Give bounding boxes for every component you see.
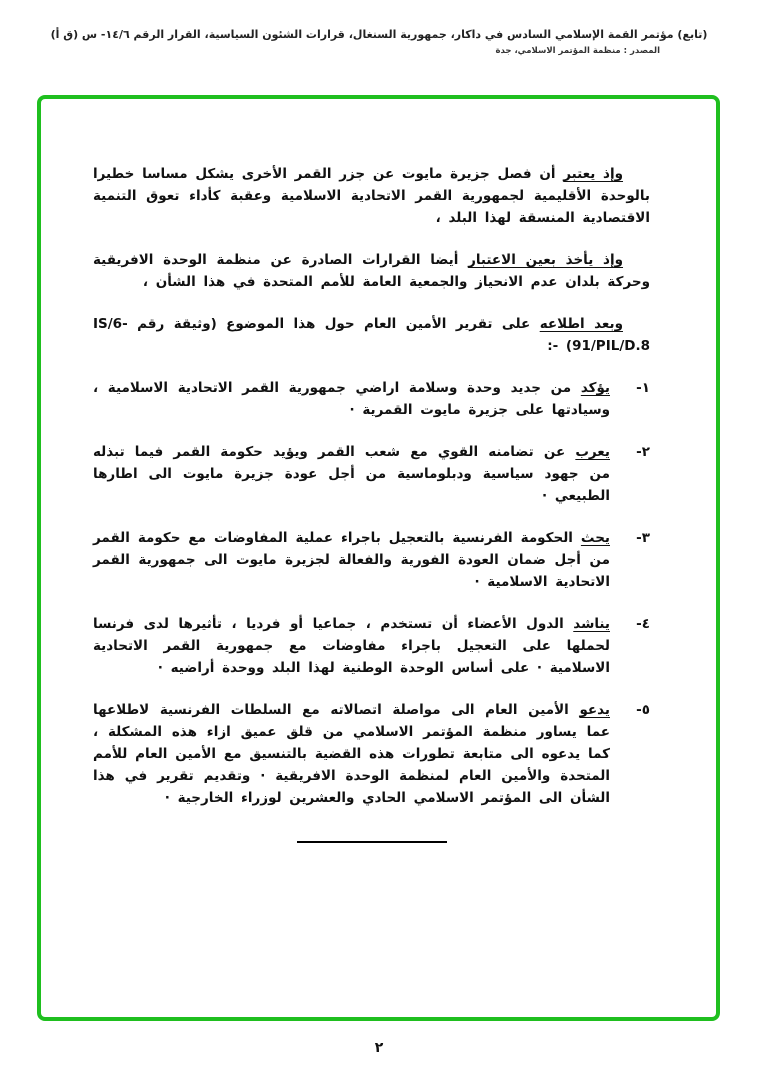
item-text [93, 377, 610, 421]
header-publisher-line: المصدر : منظمة المؤتمر الاسلامي، جدة [495, 46, 660, 56]
page-number: ٢ [374, 1040, 384, 1056]
document-body [41, 99, 716, 843]
list-item [93, 613, 650, 679]
item-text [93, 613, 610, 679]
item-body: من جديد وحدة وسلامة اراضي جمهورية القمر الاتحادية الاسلامية ، وسيادتها على جزيرة مايوت القمرية · [93, 380, 610, 418]
item-body: الحكومة الفرنسية بالتعجيل باجراء عملية المفاوضات مع حكومة القمر من أجل ضمان العودة الفورية والفعالة لجزيرة مايوت الى جمهورية القمر الاتحادية الاسلامية · [93, 530, 610, 590]
header-source-line: (تابع) مؤتمر القمة الإسلامي السادس في داكار، جمهورية السنغال، قرارات الشئون السياسية، القرار الرقم ١٤/٦- س (ق أ) [50, 28, 708, 41]
list-item [93, 699, 650, 809]
item-number: ٤- [636, 616, 650, 632]
list-item [93, 527, 650, 593]
list-item [93, 441, 650, 507]
end-divider [297, 841, 447, 843]
item-text [93, 527, 610, 593]
preamble-paragraph [93, 249, 650, 293]
item-body: عن تضامنه القوي مع شعب القمر ويؤيد حكومة القمر فيما تبذله من جهود سياسية ودبلوماسية من أجل عودة جزيرة مايوت الى اطارها الطبيعي · [93, 444, 610, 504]
item-lead: يناشد [573, 616, 610, 632]
item-lead: يعرب [575, 444, 610, 460]
item-text [93, 441, 610, 507]
item-number: ١- [636, 380, 650, 396]
item-number: ٥- [636, 702, 650, 718]
item-number: ٣- [636, 530, 650, 546]
preamble-lead: وبعد اطلاعه [539, 316, 623, 332]
item-body: الأمين العام الى مواصلة اتصالاته مع السلطات الفرنسية لاطلاعها عما يساور منظمة المؤتمر الاسلامي من قلق عميق ازاء هذه المشكلة ، كما يدعوه الى متابعة تطورات هذه القضية بالتنسيق مع الأمين العام للأمم المتحدة والأمين العام لمنظمة الوحدة الافريقية · وتقديم تقرير في هذا الشأن الى المؤتمر الاسلامي الحادي والعشرين لوزراء الخارجية · [93, 702, 610, 806]
content-frame [37, 95, 720, 1021]
preamble-paragraph [93, 313, 650, 357]
preamble-lead: وإذ يأخذ بعين الاعتبار [468, 252, 624, 268]
preamble-text: على تقرير الأمين العام حول هذا الموضوع (وثيقة رقم IS/6-91/PIL/D.8) -: [93, 316, 650, 354]
preamble-lead: وإذ يعتبر [563, 166, 624, 182]
item-lead: يؤكد [580, 380, 610, 396]
list-item [93, 377, 650, 421]
preamble-text: أيضا القرارات الصادرة عن منظمة الوحدة الافريقية وحركة بلدان عدم الانحياز والجمعية العامة للأمم المتحدة في هذا الشأن ، [93, 252, 650, 290]
item-body: الدول الأعضاء أن تستخدم ، جماعيا أو فرديا ، تأثيرها لدى فرنسا لحملها على التعجيل باجراء مفاوضات مع جمهورية القمر الاتحادية الاسلامية · على أساس الوحدة الوطنية لهذا البلد ووحدة أراضيه · [93, 616, 610, 676]
item-lead: يحث [580, 530, 610, 546]
item-text [93, 699, 610, 809]
item-number: ٢- [636, 444, 650, 460]
preamble-text: أن فصل جزيرة مايوت عن جزر القمر الأخرى يشكل مساسا خطيرا بالوحدة الأقليمية لجمهورية القمر الاتحادية الاسلامية وعقبة كأداء تعوق التنمية الاقتصادية المنسقة لهذا البلد ، [93, 166, 650, 226]
page-header [0, 28, 758, 56]
item-lead: يدعو [579, 702, 610, 718]
preamble-paragraph [93, 163, 650, 229]
